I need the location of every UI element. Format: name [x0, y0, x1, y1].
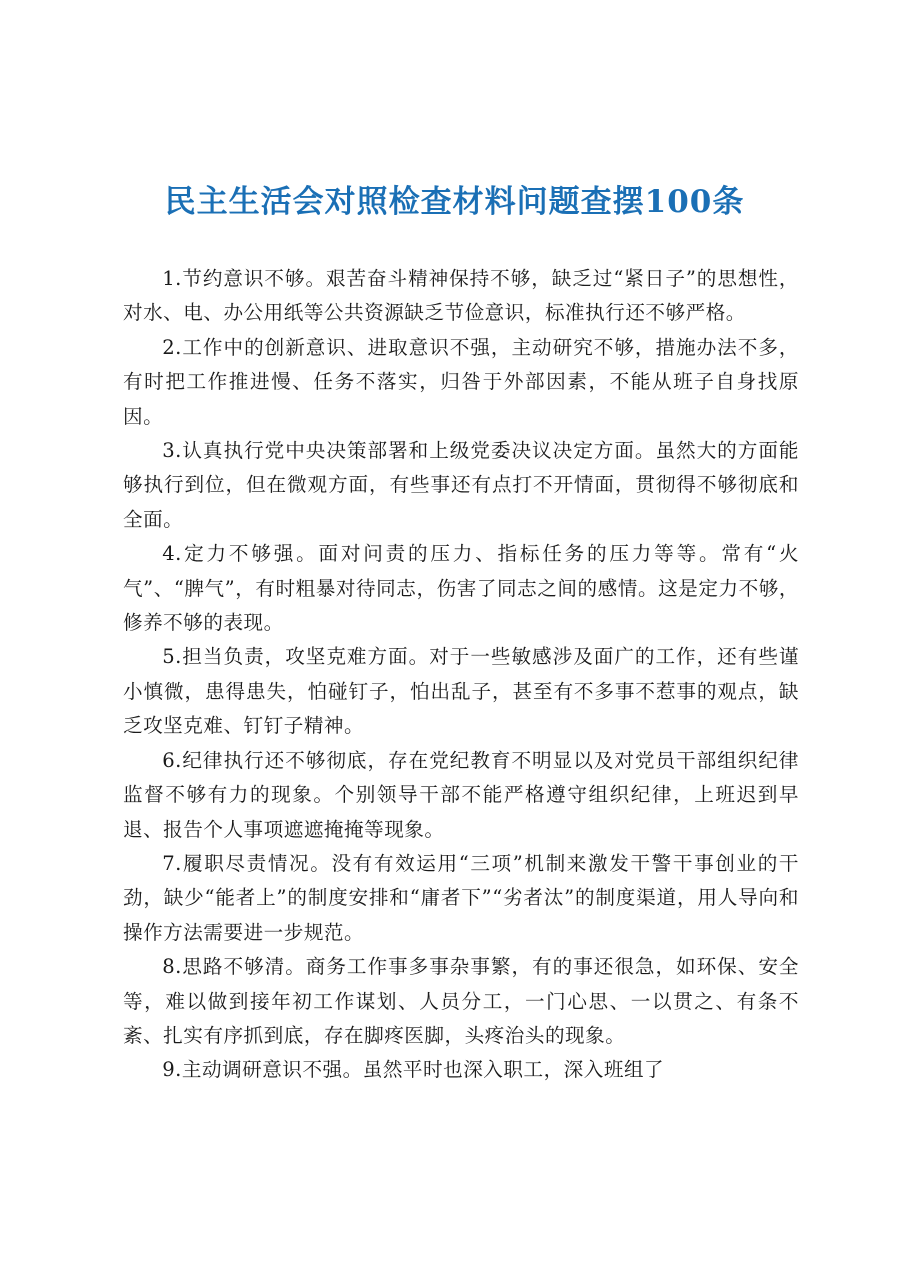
paragraph-3: 3.认真执行党中央决策部署和上级党委决议决定方面。虽然大的方面能够执行到位，但在微观方面，有些事还有点打不开情面，贯彻得不够彻底和全面。: [123, 439, 799, 531]
paragraph-2: 2.工作中的创新意识、进取意识不强，主动研究不够，措施办法不多，有时把工作推进慢、任务不落实，归咎于外部因素，不能从班子自身找原因。: [123, 335, 799, 428]
document-body: [123, 262, 799, 1088]
paragraph-4: 4.定力不够强。面对问责的压力、指标任务的压力等等。常有“火气”、“脾气”，有时粗暴对待同志，伤害了同志之间的感情。这是定力不够，修养不够的表现。: [123, 542, 799, 635]
document-title: 民主生活会对照检查材料问题查摆100条: [164, 183, 745, 220]
paragraph-1: 1.节约意识不够。艰苦奋斗精神保持不够，缺乏过“紧日子”的思想性，对水、电、办公用纸等公共资源缺乏节俭意识，标准执行还不够严格。: [123, 267, 799, 325]
paragraph-6: 6.纪律执行还不够彻底，存在党纪教育不明显以及对党员干部组织纪律监督不够有力的现象。个别领导干部不能严格遵守组织纪律，上班迟到早退、报告个人事项遮遮掩掩等现象。: [123, 748, 799, 841]
paragraph-7: 7.履职尽责情况。没有有效运用“三项”机制来激发干警干事创业的干劲，缺少“能者上”的制度安排和“庸者下”“劣者汰”的制度渠道，用人导向和操作方法需要进一步规范。: [123, 851, 799, 944]
paragraph-8: 8.思路不够清。商务工作事多事杂事繁，有的事还很急，如环保、安全等，难以做到接年初工作谋划、人员分工，一门心思、一以贯之、有条不紊、扎实有序抓到底，存在脚疼医脚，头疼治头的现象。: [123, 955, 799, 1047]
paragraph-9: 9.主动调研意识不强。虽然平时也深入职工，深入班组了: [162, 1058, 665, 1082]
paragraph-5: 5.担当负责，攻坚克难方面。对于一些敏感涉及面广的工作，还有些谨小慎微，患得患失，怕碰钉子，怕出乱子，甚至有不多事不惹事的观点，缺乏攻坚克难、钉钉子精神。: [123, 645, 799, 738]
